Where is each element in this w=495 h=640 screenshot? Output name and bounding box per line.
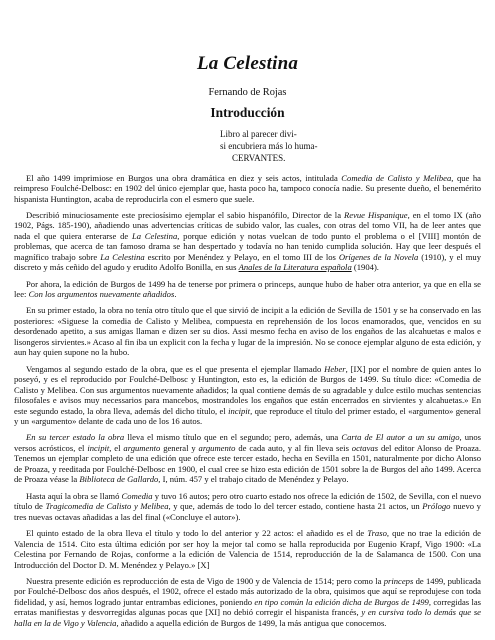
- text-run: Describió minuciosamente este preciosísimo ejemplar el sabio hispanófilo, Director de la: [26, 209, 344, 220]
- text-run: general y: [160, 442, 199, 453]
- text-run: Vengamos al segundo estado de la obra, que es el que presenta el ejemplar llamado: [26, 363, 325, 374]
- epigraph-attribution: CERVANTES.: [232, 153, 286, 163]
- text-run: Hasta aquí la obra se llamó: [26, 490, 122, 501]
- italic-text: incipit: [87, 442, 110, 453]
- text-run: En su primer estado, la obra no tenía otro título que el que sirvió de incipit a la edición de Sevilla de 1501 y se ha conservado en las posteriores: «Siguese la comedia de Calisto y Melibea, compuesta en reprehensión de los locos enamorados, que, vencidos en su desordenado apetito, a sus amigas llaman e dizen ser su dios. Assi mesmo fecha en aviso de los engaños de las alcahuetas e malos e lisongeros sirvientes.» Acaso al fin iba un explicit con la fecha y lugar de la impresión. No se conoce ejemplar alguno de esta edición, y aun hay quien supone no la hubo.: [14, 305, 481, 358]
- italic-text: Biblioteca de Gallardo: [79, 474, 159, 485]
- italic-text: Tragicomedia de Calisto y Melibea: [45, 501, 169, 512]
- text-run: (1904).: [351, 262, 379, 273]
- paragraph: [14, 528, 481, 570]
- text-run: , unos versos acrósticos, el: [14, 432, 481, 453]
- italic-text: Revue Hispanique: [344, 209, 408, 220]
- italic-text: Comedia: [121, 490, 153, 501]
- italic-text: Carta de El autor a un su amigo: [341, 432, 460, 443]
- text-run: , [IX] por el nombre de quien antes lo poseyó, y es el reproducido por Foulché-Delbosc y Huntington, esto es, la edición de Burgos de 1499. Su título dice: «Comedia de Calisto y Melibea. Con sus argumentos nuevamente añadidos; la qual contiene demás de su agradable y dulce estilo muchas sentencias filosofales e avisos muy necessarios para mancebos, mostrandoles los engaños que están encerrados en sirvientes y alcahuetas.» En este segundo estado, la obra lleva, además del dicho título, el: [14, 363, 481, 416]
- italic-text: incipit: [228, 405, 251, 416]
- italic-text: argumento: [123, 442, 161, 453]
- section-heading: Introducción: [210, 105, 285, 120]
- italic-text: Con los argumentos nuevamente añadidos: [28, 289, 175, 300]
- text-run: El quinto estado de la obra lleva el título y todo lo del anterior y 22 actos: el añadido es el de: [26, 528, 368, 539]
- text-run: de cada auto, y al fin lleva seis: [235, 442, 352, 453]
- text-run: , que reproduce el título del primer estado, el «argumento» general y un «argumento» delante de cada uno de los 16 autos.: [14, 405, 481, 427]
- paragraph: [14, 576, 481, 629]
- text-run: y tuvo 16 autos; pero otro cuarto estado nos ofrece la edición de 1502, de Sevilla, con el nuevo título de: [14, 490, 481, 512]
- document-title: La Celestina: [196, 53, 299, 74]
- text-run: Nuestra presente edición es reproducción de esta de Vigo de 1900 y de Valencia de 1514; pero como la: [26, 575, 384, 586]
- text-run: , porque edición y notas vuelcan de todo punto el problema o el [VIII] montón de problemas, que acerca de tan famoso drama se han despertado y todavía no han tenido cumplida solución. Hay que leer después el magnífico trabajo sobre: [14, 230, 482, 262]
- italic-text: En su tercer estado la obra: [26, 432, 125, 443]
- text-run: lleva el mismo título que en el segundo; pero, además, una: [124, 432, 342, 443]
- text-run: , y que, además de todo lo del tercer estado, contiene hasta 21 actos, un: [168, 501, 423, 512]
- text-run: El año 1499 imprimiose en Burgos una obra dramática en diez y seis actos, intitulada: [26, 172, 342, 183]
- paragraph: [14, 279, 481, 300]
- text-run: .: [174, 289, 177, 300]
- text-run: , añadido a aquella edición de Burgos de 1499, la más antigua que conocemos.: [116, 617, 387, 628]
- epigraph-line: si encubriera más lo huma-: [220, 141, 318, 151]
- paragraph: [14, 432, 481, 485]
- text-run: Por ahora, la edición de Burgos de 1499 ha de tenerse por primera o princeps, aunque hubo de haber otra anterior, ya que en ella se lee:: [14, 278, 481, 300]
- italic-text: Prólogo: [422, 501, 451, 512]
- italic-text: Comedia de Calisto y Melibea: [341, 172, 452, 183]
- paragraph: [14, 305, 481, 358]
- paragraph: [14, 364, 481, 427]
- text-run: , que no trae la edición de Valencia de 1514. Cito esta última edición por ser hoy la mejor tal como se halla reproducida por Eugenio Krapf, Vigo 1900: «La Celestina por Fernando de Rojas, conforme a la edición de Valencia de 1514, reproducción de la de Salamanca de 1500. Con una Introducción del Doctor D. M. Menéndez y Pelayo.» [X]: [14, 528, 481, 570]
- text-run: , en el tomo IX (año 1902, Págs. 185-190), añadiendo unas advertencias críticas de subido valor, las cuales, con otras del tomo VII, ha de leer antes que nada el que quiera enterarse de: [14, 209, 481, 241]
- italic-text: Traso: [367, 528, 387, 539]
- body-text: [14, 173, 481, 629]
- epigraph: [220, 128, 370, 164]
- italic-text: La Celestina: [131, 230, 178, 241]
- text-run: , que ha reimpreso Foulché-Delbosc: en 1902 del único ejemplar que, hasta poco ha, tampoco conocía nadie. Su presente dueño, el benemérito hispanista Huntington, acaba de reproducirla con el esmero que suele.: [14, 172, 481, 204]
- italic-text: argumento: [198, 442, 236, 453]
- text-run: , corregidas las erratas manifiestas y desvorregidas algunas pocas que [XI] no debió corregir el hispanista francés,: [14, 596, 482, 618]
- text-run: del editor Alonso de Proaza. Tenemos un ejemplar completo de una edición que ofrece este tercer estado, hecha en Sevilla en 1501, naturalmente por dicho Alonso de Proaza, y reeditada por Foulché-Delbosc en 1900, el cual cree se hizo esta edición de 1501 sobre la de Burgos del año 1499. Acerca de Proaza véase la: [14, 442, 481, 485]
- italic-text: Heber: [324, 363, 346, 374]
- text-run: nuevo y tres nuevas octavas añadidas a las del final («Concluye el autor»).: [14, 501, 481, 522]
- title-link: Anales de la Literatura española: [238, 262, 352, 273]
- italic-text: Orígenes de la Novela: [338, 251, 419, 262]
- author-name: Fernando de Rojas: [208, 87, 287, 98]
- text-run: escrito por Menéndez y Pelayo, en el tomo III de los: [144, 251, 339, 262]
- text-run: de 1499, publicada por Foulché-Delbosc dos años después, el 1902, ofrece el estado más autorizado de la obra, quisimos que aquí se reprodujese con toda fidelidad, y así, hemos logrado juntar entrambas ediciones, poniendo: [14, 575, 481, 607]
- paragraph: [14, 491, 481, 523]
- paragraph: [14, 173, 481, 205]
- italic-text: octavas: [351, 442, 379, 453]
- italic-text: La Celestina: [100, 251, 145, 262]
- paragraph: [14, 210, 481, 273]
- text-run: , el: [109, 442, 124, 453]
- italic-text: y en cursiva todo lo demás que se halla en la de Vigo y Valencia: [14, 607, 481, 628]
- italic-text: princeps: [383, 575, 414, 586]
- epigraph-line: Libro al parecer divi-: [220, 129, 297, 139]
- text-run: , I, núm. 457 y el trabajo citado de Menéndez y Pelayo.: [158, 474, 349, 485]
- italic-text: en tipo común la edición dicha de Burgos de 1499: [254, 596, 429, 607]
- text-run: (1910), y el muy discreto y más ceñido del agudo y erudito Adolfo Bonilla, en sus: [14, 251, 481, 273]
